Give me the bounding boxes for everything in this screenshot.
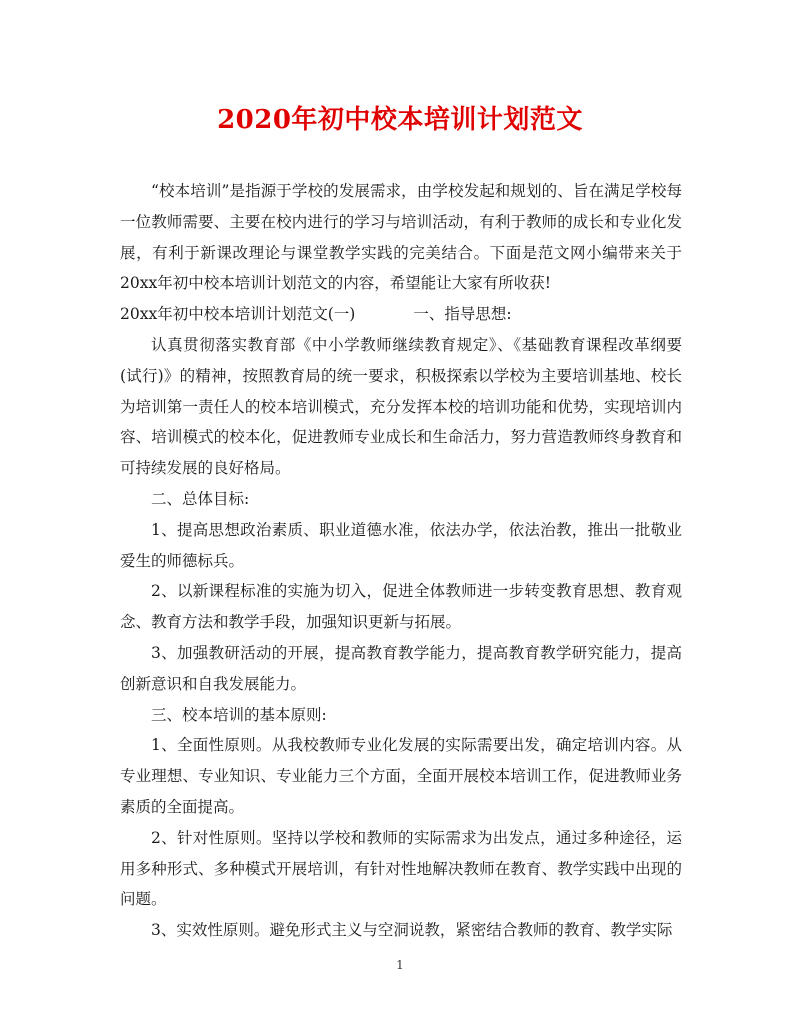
section-label: 20xx年初中校本培训计划范文(一) [120,305,356,324]
document-title: 2020年初中校本培训计划范文 [217,105,583,135]
goal-item-1: 1、提高思想政治素质、职业道德水准，依法办学，依法治教，推出一批敬业爱生的师德标兵。 [120,520,682,570]
intro-paragraph: “校本培训”是指源于学校的发展需求，由学校发起和规划的、旨在满足学校每一位教师需要、主要在校内进行的学习与培训活动，有利于教师的成长和专业化发展，有利于新课改理论与课堂教学实践的完美结合。下面是范文网小编带来关于20xx年初中校本培训计划范文的内容，希望能让大家有所收获! [120,182,682,293]
section-line [120,299,682,330]
document-body [120,176,682,946]
principle-item-3: 3、实效性原则。避免形式主义与空洞说教，紧密结合教师的教育、教学实际 [151,921,673,940]
heading-basic-principles: 三、校本培训的基本原则: [151,705,327,724]
guiding-paragraph: 认真贯彻落实教育部《中小学教师继续教育规定》、《基础教育课程改革纲要(试行)》的精神，按照教育局的统一要求，积极探索以学校为主要培训基地、校长为培训第一责任人的校本培训模式，充分发挥本校的培训功能和优势，实现培训内容、培训模式的校本化，促进教师专业成长和生命活力，努力营造教师终身教育和可持续发展的良好格局。 [120,335,682,478]
principle-item-1: 1、全面性原则。从我校教师专业化发展的实际需要出发，确定培训内容。从专业理想、专业知识、专业能力三个方面，全面开展校本培训工作，促进教师业务素质的全面提高。 [120,736,682,816]
heading-overall-goals: 二、总体目标: [151,489,250,508]
heading-guiding-thought: 一、指导思想: [413,305,512,324]
goal-item-3: 3、加强教研活动的开展，提高教育教学能力，提高教育教学研究能力，提高创新意识和自我发展能力。 [120,643,682,693]
goal-item-2: 2、以新课程标准的实施为切入，促进全体教师进一步转变教育思想、教育观念、教育方法和教学手段，加强知识更新与拓展。 [120,582,682,632]
principle-item-2: 2、针对性原则。坚持以学校和教师的实际需求为出发点，通过多种途径，运用多种形式、多种模式开展培训，有针对性地解决教师在教育、教学实践中出现的问题。 [120,828,682,909]
page-number: 1 [396,958,404,972]
